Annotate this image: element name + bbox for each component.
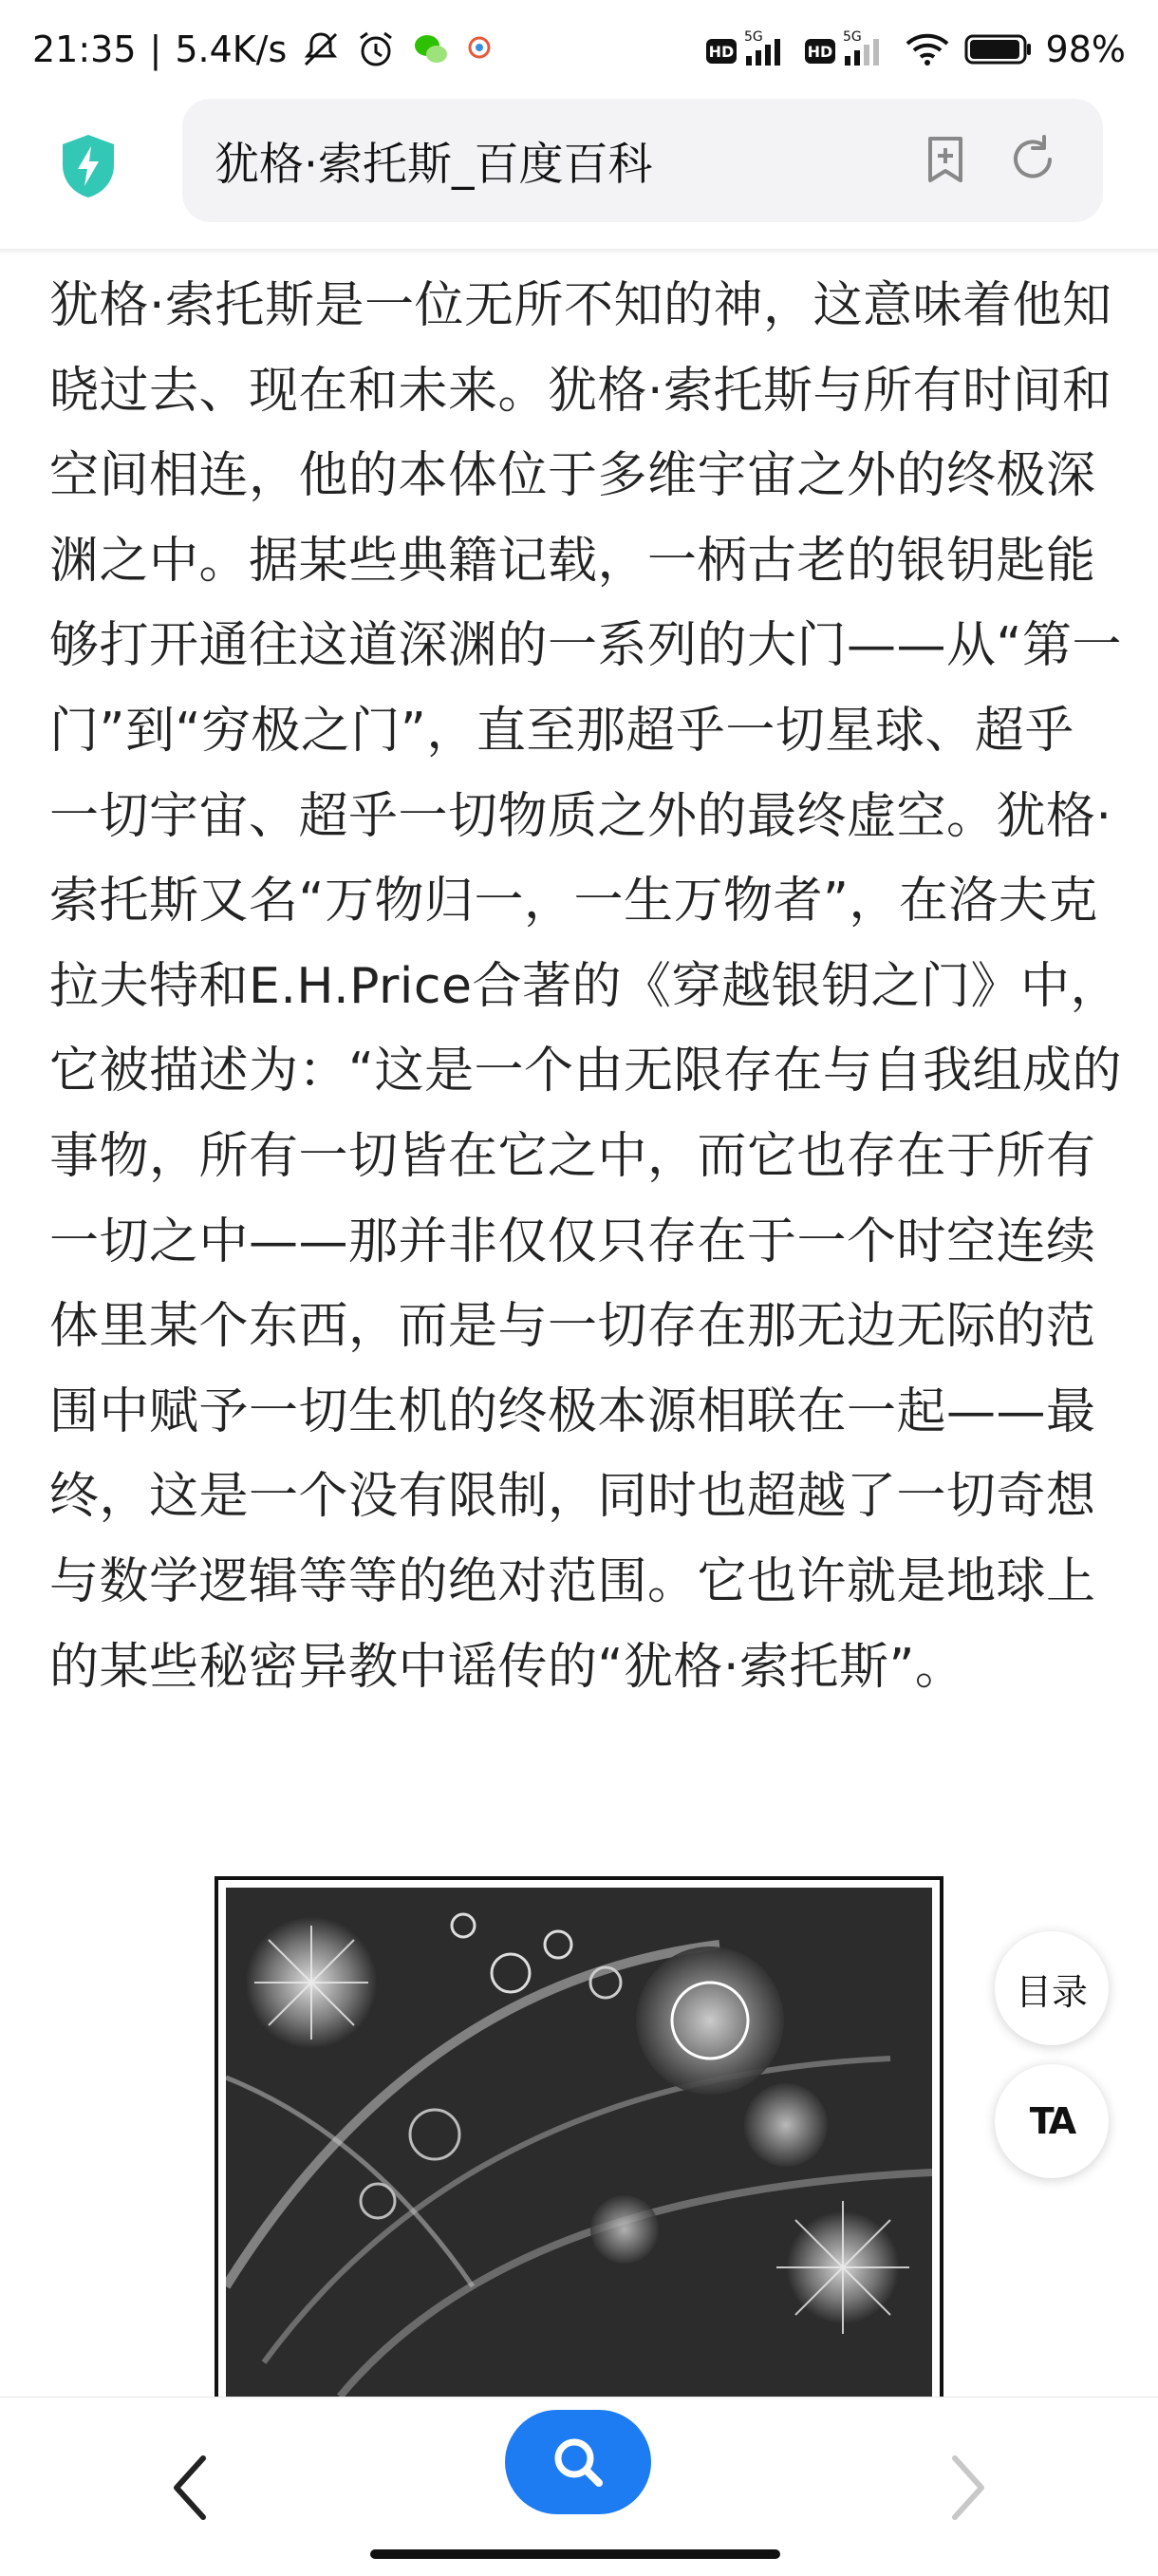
- app-notification-icon: [465, 33, 497, 66]
- battery-level: 98%: [1045, 28, 1126, 70]
- article-body: [49, 264, 1122, 1710]
- search-icon: [548, 2432, 608, 2492]
- bookmark-add-icon[interactable]: [919, 133, 972, 186]
- status-separator: |: [149, 28, 162, 70]
- hd-signal-icon: [706, 28, 792, 71]
- illustration-svg: [226, 1888, 932, 2397]
- font-size-label: TA: [1029, 2100, 1074, 2142]
- mute-icon: [300, 28, 342, 70]
- home-indicator[interactable]: [370, 2549, 780, 2559]
- shield-bolt-icon[interactable]: [59, 133, 118, 199]
- svg-text:HD: HD: [807, 43, 832, 61]
- article-image[interactable]: [215, 1876, 943, 2408]
- status-bar: [0, 0, 1158, 99]
- wifi-icon: [904, 30, 951, 68]
- chevron-left-icon[interactable]: [161, 2445, 218, 2530]
- status-net-speed: 5.4K/s: [175, 28, 288, 70]
- search-button[interactable]: [505, 2410, 651, 2514]
- svg-text:5G: 5G: [842, 29, 862, 45]
- svg-text:5G: 5G: [743, 29, 763, 45]
- address-bar[interactable]: [182, 99, 1103, 222]
- toc-label: 目录: [1015, 1970, 1088, 2013]
- article-paragraph: 犹格·索托斯是一位无所不知的神，这意味着他知晓过去、现在和未来。犹格·索托斯与所有时间和空间相连，他的本体位于多维宇宙之外的终极深渊之中。据某些典籍记载，一柄古老的银钥匙能够打开通往这道深渊的一系列的大门——从“第一门”到“穷极之门”，直至那超乎一切星球、超乎一切宇宙、超乎一切物质之外的最终虚空。犹格·索托斯又名“万物归一，一生万物者”，在洛夫克拉夫特和E.H.Price合著的《穿越银钥之门》中，它被描述为：“这是一个由无限存在与自我组成的事物，所有一切皆在它之中，而它也存在于所有一切之中——那并非仅仅只存在于一个时空连续体里某个东西，而是与一切存在那无边无际的范围中赋予一切生机的终极本源相联在一起——最终，这是一个没有限制，同时也超越了一切奇想与数学逻辑等等的绝对范围。它也许就是地球上的某些秘密异教中谣传的“犹格·索托斯”。: [49, 277, 1122, 1696]
- cosmic-illustration: [226, 1888, 932, 2397]
- bottom-nav-bar: [0, 2397, 1158, 2576]
- status-time: 21:35: [32, 28, 137, 70]
- wechat-icon: [410, 28, 452, 70]
- svg-text:HD: HD: [708, 43, 734, 61]
- hd-signal-icon-2: [805, 28, 890, 71]
- alarm-icon: [355, 28, 397, 70]
- chevron-right-icon[interactable]: [940, 2445, 997, 2530]
- page-title[interactable]: 犹格·索托斯_百度百科: [215, 139, 653, 191]
- status-right: [706, 28, 1126, 71]
- toc-button[interactable]: [995, 1931, 1109, 2045]
- status-left: [32, 28, 497, 70]
- refresh-icon[interactable]: [1006, 133, 1059, 186]
- battery-icon: [964, 33, 1033, 66]
- font-size-button[interactable]: [995, 2064, 1109, 2178]
- browser-toolbar: [0, 99, 1158, 249]
- toolbar-shadow: [0, 249, 1158, 254]
